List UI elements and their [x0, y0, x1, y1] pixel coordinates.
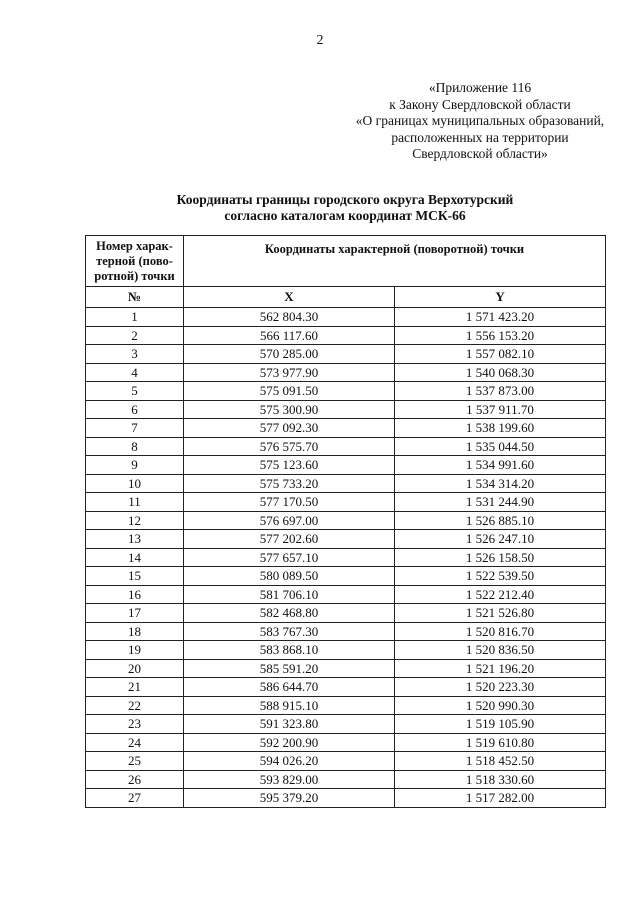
table-row — [86, 678, 606, 697]
y-coordinate-cell: 1 534 314.20 — [395, 474, 606, 493]
y-coordinate-cell: 1 520 836.50 — [395, 641, 606, 660]
title-line-2: согласно каталогам координат МСК-66 — [224, 208, 466, 223]
x-coordinate-cell: 575 300.90 — [184, 400, 395, 419]
y-coordinate-cell: 1 526 885.10 — [395, 511, 606, 530]
point-number-cell: 13 — [86, 530, 184, 549]
point-number-cell: 24 — [86, 733, 184, 752]
y-coordinate-cell: 1 519 105.90 — [395, 715, 606, 734]
point-number-cell: 16 — [86, 585, 184, 604]
point-number-cell: 20 — [86, 659, 184, 678]
x-coordinate-cell: 577 170.50 — [184, 493, 395, 512]
header-point-number — [86, 236, 184, 287]
table-row — [86, 733, 606, 752]
x-coordinate-cell: 573 977.90 — [184, 363, 395, 382]
point-number-cell: 5 — [86, 382, 184, 401]
appendix-line: «Приложение 116 — [428, 80, 532, 95]
y-coordinate-cell: 1 535 044.50 — [395, 437, 606, 456]
point-number-cell: 1 — [86, 308, 184, 327]
table-subheader-row — [86, 287, 606, 308]
appendix-line: к Закону Свердловской области — [389, 96, 571, 112]
table-row — [86, 641, 606, 660]
table-row — [86, 326, 606, 345]
point-number-cell: 2 — [86, 326, 184, 345]
column-header-y: Y — [395, 287, 606, 308]
column-header-x: X — [184, 287, 395, 308]
table-row — [86, 715, 606, 734]
x-coordinate-cell: 585 591.20 — [184, 659, 395, 678]
y-coordinate-cell: 1 518 452.50 — [395, 752, 606, 771]
table-row — [86, 530, 606, 549]
table-row — [86, 567, 606, 586]
x-coordinate-cell: 575 123.60 — [184, 456, 395, 475]
point-number-cell: 22 — [86, 696, 184, 715]
y-coordinate-cell: 1 571 423.20 — [395, 308, 606, 327]
y-coordinate-cell: 1 519 610.80 — [395, 733, 606, 752]
y-coordinate-cell: 1 520 990.30 — [395, 696, 606, 715]
y-coordinate-cell: 1 521 196.20 — [395, 659, 606, 678]
y-coordinate-cell: 1 517 282.00 — [395, 789, 606, 808]
table-row — [86, 456, 606, 475]
point-number-cell: 21 — [86, 678, 184, 697]
point-number-cell: 3 — [86, 345, 184, 364]
x-coordinate-cell: 593 829.00 — [184, 770, 395, 789]
table-row — [86, 548, 606, 567]
x-coordinate-cell: 583 868.10 — [184, 641, 395, 660]
point-number-cell: 8 — [86, 437, 184, 456]
appendix-line: «О границах муниципальных образований, — [355, 113, 605, 128]
table-row — [86, 604, 606, 623]
table-row — [86, 511, 606, 530]
header-point-line: ротной) точки — [94, 268, 175, 283]
point-number-cell: 23 — [86, 715, 184, 734]
point-number-cell: 27 — [86, 789, 184, 808]
x-coordinate-cell: 592 200.90 — [184, 733, 395, 752]
table-row — [86, 308, 606, 327]
table-row — [86, 363, 606, 382]
point-number-cell: 10 — [86, 474, 184, 493]
y-coordinate-cell: 1 522 539.50 — [395, 567, 606, 586]
table-row — [86, 382, 606, 401]
table-row — [86, 752, 606, 771]
point-number-cell: 12 — [86, 511, 184, 530]
x-coordinate-cell: 576 697.00 — [184, 511, 395, 530]
coordinates-table — [85, 235, 606, 808]
table-header-row — [86, 236, 606, 287]
appendix-line: Свердловской области» — [412, 146, 548, 161]
x-coordinate-cell: 577 202.60 — [184, 530, 395, 549]
point-number-cell: 18 — [86, 622, 184, 641]
x-coordinate-cell: 580 089.50 — [184, 567, 395, 586]
table-row — [86, 437, 606, 456]
y-coordinate-cell: 1 518 330.60 — [395, 770, 606, 789]
table-row — [86, 789, 606, 808]
y-coordinate-cell: 1 520 816.70 — [395, 622, 606, 641]
y-coordinate-cell: 1 534 991.60 — [395, 456, 606, 475]
y-coordinate-cell: 1 537 873.00 — [395, 382, 606, 401]
y-coordinate-cell: 1 537 911.70 — [395, 400, 606, 419]
point-number-cell: 6 — [86, 400, 184, 419]
table-row — [86, 622, 606, 641]
x-coordinate-cell: 570 285.00 — [184, 345, 395, 364]
x-coordinate-cell: 591 323.80 — [184, 715, 395, 734]
point-number-cell: 17 — [86, 604, 184, 623]
y-coordinate-cell: 1 540 068.30 — [395, 363, 606, 382]
x-coordinate-cell: 582 468.80 — [184, 604, 395, 623]
x-coordinate-cell: 575 091.50 — [184, 382, 395, 401]
y-coordinate-cell: 1 557 082.10 — [395, 345, 606, 364]
table-row — [86, 400, 606, 419]
y-coordinate-cell: 1 521 526.80 — [395, 604, 606, 623]
y-coordinate-cell: 1 538 199.60 — [395, 419, 606, 438]
point-number-cell: 26 — [86, 770, 184, 789]
appendix-line: расположенных на территории — [391, 129, 569, 145]
header-point-line: Номер харак- — [96, 238, 173, 253]
x-coordinate-cell: 577 092.30 — [184, 419, 395, 438]
point-number-cell: 19 — [86, 641, 184, 660]
y-coordinate-cell: 1 531 244.90 — [395, 493, 606, 512]
page-number: 2 — [316, 33, 324, 48]
point-number-cell: 14 — [86, 548, 184, 567]
appendix-note — [330, 80, 630, 163]
x-coordinate-cell: 586 644.70 — [184, 678, 395, 697]
table-row — [86, 493, 606, 512]
point-number-cell: 25 — [86, 752, 184, 771]
x-coordinate-cell: 588 915.10 — [184, 696, 395, 715]
table-row — [86, 770, 606, 789]
table-row — [86, 345, 606, 364]
x-coordinate-cell: 562 804.30 — [184, 308, 395, 327]
point-number-cell: 11 — [86, 493, 184, 512]
point-number-cell: 9 — [86, 456, 184, 475]
header-coordinates: Координаты характерной (поворотной) точки — [184, 236, 606, 287]
point-number-cell: 7 — [86, 419, 184, 438]
table-row — [86, 696, 606, 715]
point-number-cell: 4 — [86, 363, 184, 382]
document-title — [0, 192, 640, 224]
y-coordinate-cell: 1 522 212.40 — [395, 585, 606, 604]
point-number-cell: 15 — [86, 567, 184, 586]
y-coordinate-cell: 1 556 153.20 — [395, 326, 606, 345]
x-coordinate-cell: 583 767.30 — [184, 622, 395, 641]
header-point-line: терной (пово- — [96, 253, 173, 268]
title-line-1: Координаты границы городского округа Верхотурский — [176, 192, 514, 207]
y-coordinate-cell: 1 520 223.30 — [395, 678, 606, 697]
table-row — [86, 419, 606, 438]
x-coordinate-cell: 594 026.20 — [184, 752, 395, 771]
table-row — [86, 659, 606, 678]
x-coordinate-cell: 576 575.70 — [184, 437, 395, 456]
x-coordinate-cell: 577 657.10 — [184, 548, 395, 567]
table-row — [86, 474, 606, 493]
x-coordinate-cell: 575 733.20 — [184, 474, 395, 493]
x-coordinate-cell: 581 706.10 — [184, 585, 395, 604]
column-header-number: № — [86, 287, 184, 308]
x-coordinate-cell: 595 379.20 — [184, 789, 395, 808]
y-coordinate-cell: 1 526 158.50 — [395, 548, 606, 567]
x-coordinate-cell: 566 117.60 — [184, 326, 395, 345]
y-coordinate-cell: 1 526 247.10 — [395, 530, 606, 549]
table-row — [86, 585, 606, 604]
